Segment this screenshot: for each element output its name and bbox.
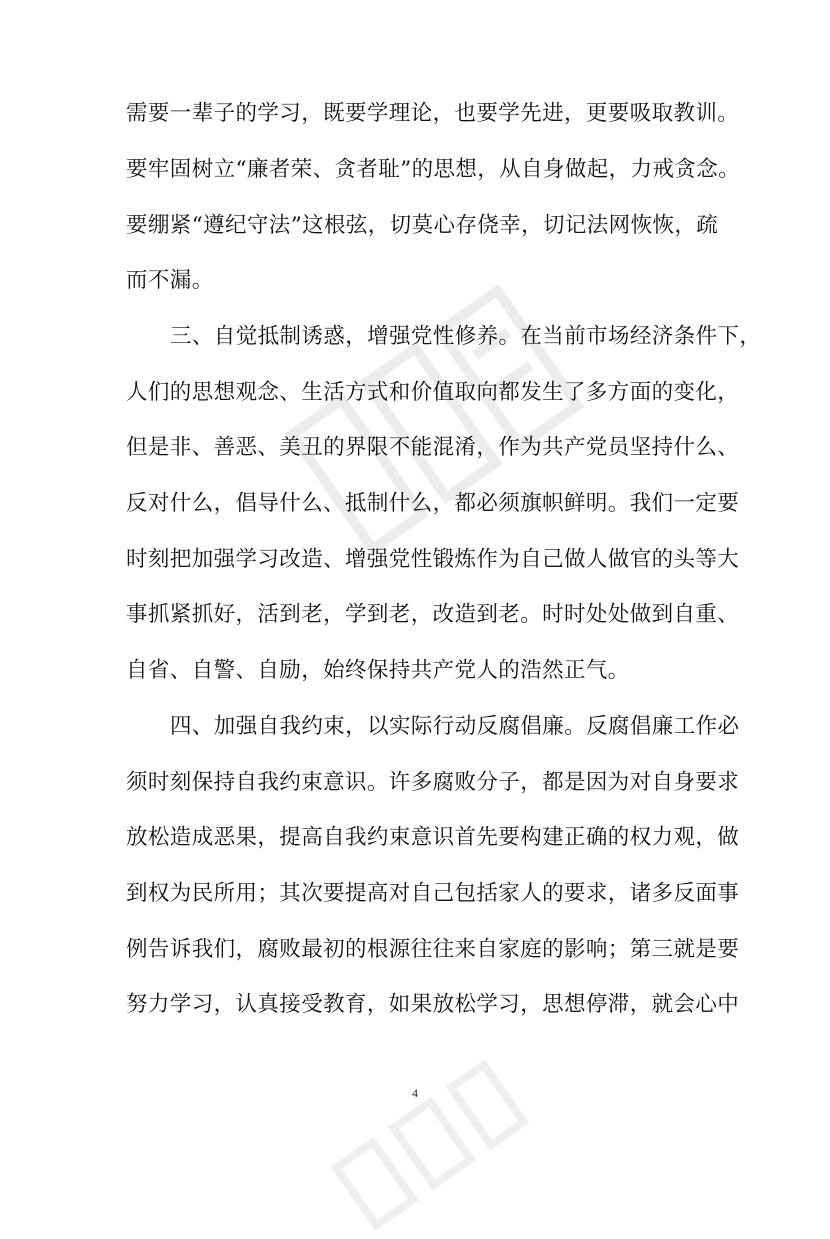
text-line xyxy=(0,763,830,803)
text-line xyxy=(0,150,830,190)
text-line xyxy=(0,261,830,301)
watermark-logo-icon xyxy=(273,269,597,571)
text-line-content: 四、加强自我约束，以实际行动反腐倡廉。反腐倡廉工作必 xyxy=(170,714,740,739)
text-line-content: 须时刻保持自我约束意识。许多腐败分子，都是因为对自身要求 xyxy=(126,770,740,795)
text-line-content: 要牢固树立“廉者荣、贪者耻”的思想，从自身做起，力戒贪念。 xyxy=(126,157,741,182)
text-line xyxy=(0,206,830,246)
text-line-content: 自省、自警、自励，始终保持共产党人的浩然正气。 xyxy=(126,658,630,683)
text-line xyxy=(0,818,830,858)
text-line-content: 三、自觉抵制诱惑，增强党性修养。在当前市场经济条件下， xyxy=(170,324,762,349)
page-number: 4 xyxy=(412,1086,418,1100)
text-line-content: 但是非、善恶、美丑的界限不能混淆，作为共产党员坚持什么、 xyxy=(126,435,740,460)
text-line xyxy=(0,874,830,914)
text-line-content: 要绷紧“遵纪守法”这根弦，切莫心存侥幸，切记法网恢恢，疏 xyxy=(126,213,719,238)
paragraph-heading-four xyxy=(0,707,830,747)
text-line xyxy=(0,540,830,580)
text-line-content: 时刻把加强学习改造、增强党性锻炼作为自己做人做官的头等大 xyxy=(126,547,740,572)
text-line-content: 例告诉我们，腐败最初的根源往往来自家庭的影响；第三就是要 xyxy=(126,937,740,962)
text-line-content: 反对什么，倡导什么、抵制什么，都必须旗帜鲜明。我们一定要 xyxy=(126,491,740,516)
text-line xyxy=(0,484,830,524)
text-line xyxy=(0,651,830,691)
text-line-content: 努力学习，认真接受教育，如果放松学习，思想停滞，就会心中 xyxy=(126,992,740,1017)
paragraph-heading-three xyxy=(0,317,830,357)
text-line-content: 到权为民所用；其次要提高对自己包括家人的要求，诸多反面事 xyxy=(126,881,740,906)
text-line-content: 需要一辈子的学习，既要学理论，也要学先进，更要吸取教训。 xyxy=(126,101,740,126)
text-line-content: 事抓紧抓好，活到老，学到老，改造到老。时时处处做到自重、 xyxy=(126,602,740,627)
text-line xyxy=(0,985,830,1025)
text-line-content: 放松造成恶果，提高自我约束意识首先要构建正确的权力观，做 xyxy=(126,825,740,850)
watermark-logo-bottom-icon xyxy=(322,1051,537,1239)
text-line xyxy=(0,373,830,413)
text-line-content: 而不漏。 xyxy=(126,268,214,293)
text-line xyxy=(0,595,830,635)
text-line xyxy=(0,94,830,134)
text-line-content: 人们的思想观念、生活方式和价值取向都发生了多方面的变化， xyxy=(126,380,740,405)
text-line xyxy=(0,930,830,970)
text-line xyxy=(0,428,830,468)
